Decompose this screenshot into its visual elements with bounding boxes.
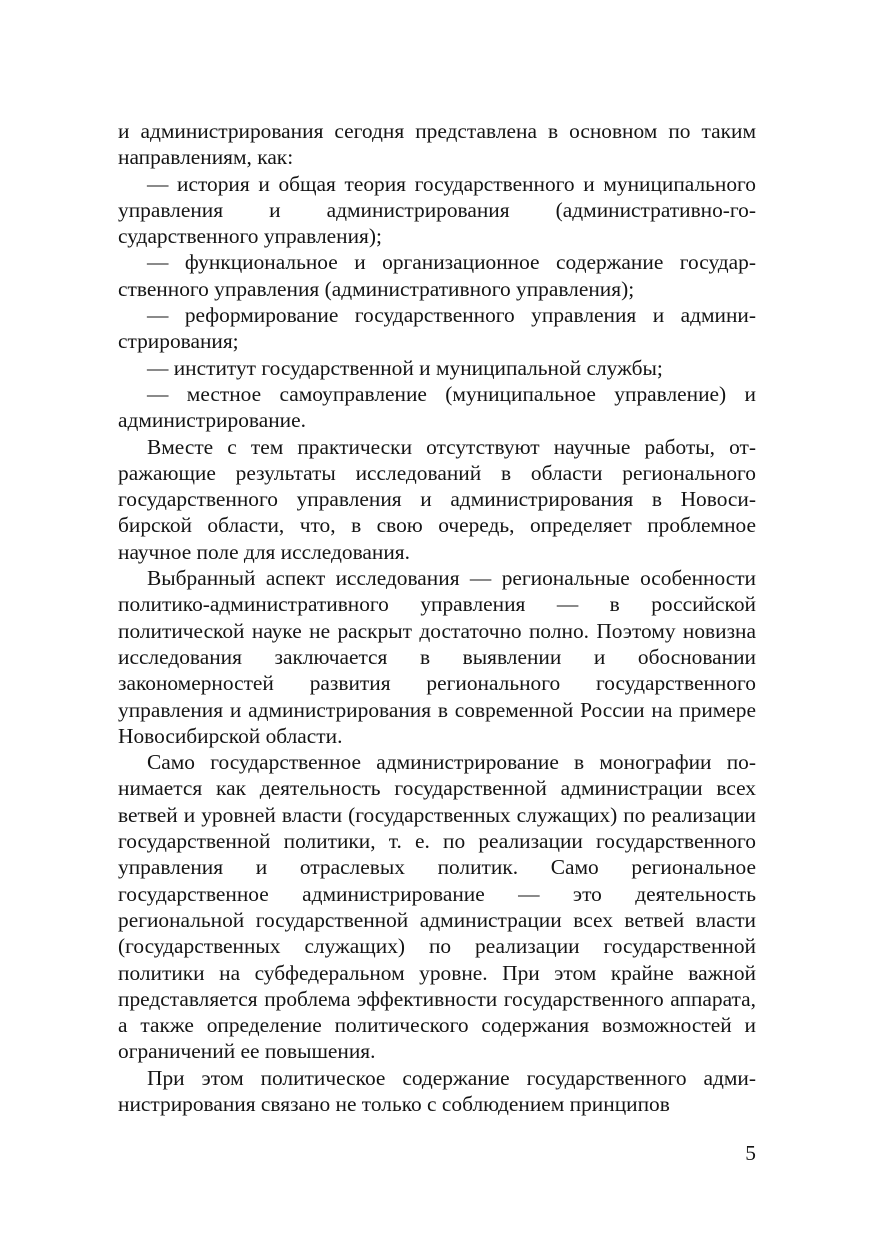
paragraph-definition: Само государственное администрирование в монографии понимается как деятельность государственной администрации всех ветвей и уровней власти (государственных служащих) по реализации государственной политики, т. е. по реализации государственного управления и отраслевых политик. Само региональное государственное администрирование — это деятельность региональной государственной администрации всех ветвей власти (государственных служащих) по реализации государственной политики на субфедеральном уровне. При этом крайне важной представляется проблема эффективности государственного аппарата, а также определение политического содержания возможностей и ограничений ее повышения. [118,750,756,1064]
page-text-body [118,118,756,1117]
page-number: 5 [745,1141,756,1165]
list-item-local-government: — местное самоуправление (муниципальное управление) и администрирование. [118,381,756,433]
paragraph-research-gap: Вместе с тем практически отсутствуют научные работы, отражающие результаты исследований в области регионального государственного управления и администрирования в Новосибирской области, что, в свою очередь, определяет проблемное научное поле для исследования. [118,434,756,564]
list-item-reform: — реформирование государственного управления и администрирования; [118,303,756,354]
list-item-civil-service: — институт государственной и муниципальной службы; [147,355,663,380]
paragraph-political-content: При этом политическое содержание государственного администрирования связано не только с соблюдением принципов [118,1065,756,1116]
list-item-history-theory: — история и общая теория государственного и муниципального управления и администрирования (административно-государственного управления); [118,171,756,249]
paragraph-research-novelty: Выбранный аспект исследования — региональные особенности политико-административного управления — в российской политической науке не раскрыт достаточно полно. Поэтому новизна исследования заключается в выявлении и обосновании закономерностей развития регионального государственного управления и администрирования в современной России на примере Новосибирской области. [118,566,756,748]
paragraph-intro-continuation: и администрирования сегодня представлена в основном по таким направлениям, как: [118,119,756,170]
list-item-functional-content: — функциональное и организационное содержание государственного управления (административного управления); [118,250,756,301]
